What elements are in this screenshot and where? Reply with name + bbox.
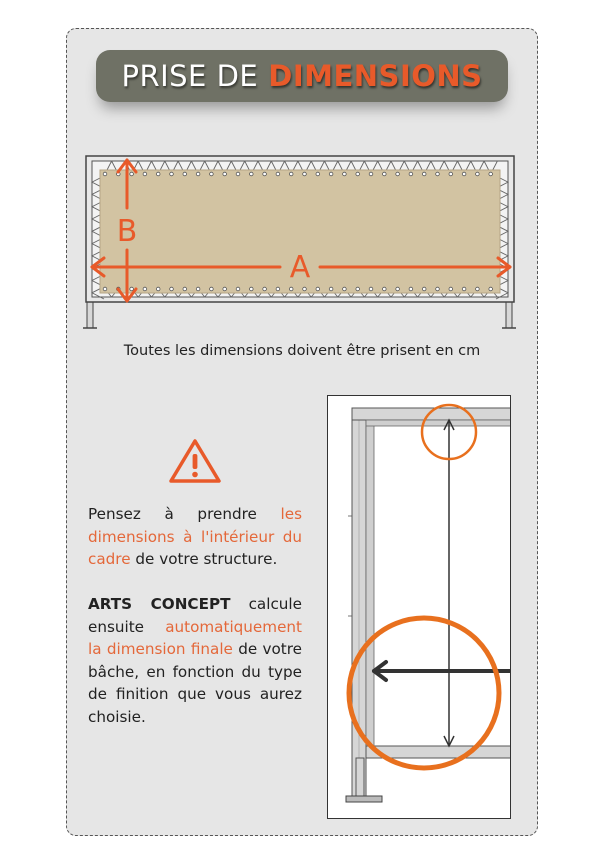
eyelet bbox=[329, 287, 333, 291]
eyelet bbox=[236, 172, 240, 176]
eyelet bbox=[276, 172, 280, 176]
eyelet bbox=[223, 287, 227, 291]
eyelet bbox=[210, 287, 214, 291]
eyelet bbox=[236, 287, 240, 291]
eyelet bbox=[196, 172, 200, 176]
eyelet bbox=[449, 287, 453, 291]
eyelet bbox=[250, 172, 254, 176]
note-highlight: les dimensions à l'intérieur du cadre bbox=[88, 505, 302, 568]
eyelet bbox=[143, 287, 147, 291]
eyelet bbox=[103, 172, 107, 176]
eyelet bbox=[289, 172, 293, 176]
note-text-start: Pensez à prendre bbox=[88, 505, 281, 523]
calc-text-start: calcule ensuite bbox=[88, 595, 302, 636]
eyelet bbox=[489, 172, 493, 176]
title-banner bbox=[96, 50, 508, 102]
eyelet bbox=[462, 287, 466, 291]
calc-text-end: de votre bâche, en fonction du type de finition que vous aurez choisie. bbox=[88, 640, 302, 726]
eyelet bbox=[183, 172, 187, 176]
eyelet bbox=[396, 172, 400, 176]
eyelet bbox=[276, 287, 280, 291]
eyelet bbox=[436, 172, 440, 176]
eyelet bbox=[449, 172, 453, 176]
eyelet bbox=[210, 172, 214, 176]
note-text-end: de votre structure. bbox=[130, 550, 278, 568]
inner-dimensions-note bbox=[88, 503, 302, 571]
eyelet bbox=[170, 172, 174, 176]
label-a: A bbox=[289, 250, 311, 285]
eyelet bbox=[396, 287, 400, 291]
eyelet bbox=[303, 287, 307, 291]
eyelet bbox=[303, 172, 307, 176]
vertical-measure-arrow bbox=[444, 420, 454, 746]
eyelet bbox=[289, 287, 293, 291]
eyelet bbox=[489, 287, 493, 291]
eyelet bbox=[383, 287, 387, 291]
eyelet bbox=[343, 172, 347, 176]
eyelet bbox=[476, 287, 480, 291]
eyelet bbox=[263, 287, 267, 291]
frame-dimension-diagram bbox=[80, 148, 520, 334]
eyelet bbox=[369, 172, 373, 176]
eyelet bbox=[103, 287, 107, 291]
eyelet bbox=[143, 172, 147, 176]
eyelet bbox=[130, 172, 134, 176]
eyelet bbox=[156, 172, 160, 176]
measurement-unit-note: Toutes les dimensions doivent être prisent en cm bbox=[123, 343, 481, 359]
automatic-calculation-note bbox=[88, 593, 302, 728]
eyelet bbox=[316, 172, 320, 176]
eyelet bbox=[343, 287, 347, 291]
calc-highlight: automatiquement la dimension finale bbox=[88, 617, 302, 658]
eyelet bbox=[422, 287, 426, 291]
eyelet bbox=[462, 172, 466, 176]
eyelet bbox=[409, 172, 413, 176]
eyelet bbox=[329, 172, 333, 176]
eyelet bbox=[409, 287, 413, 291]
eyelet bbox=[130, 287, 134, 291]
eyelet bbox=[250, 287, 254, 291]
eyelet bbox=[223, 172, 227, 176]
brand-name: ARTS CONCEPT bbox=[88, 595, 231, 613]
eyelet bbox=[316, 287, 320, 291]
frame-detail-illustration bbox=[327, 395, 511, 819]
eyelet bbox=[383, 172, 387, 176]
eyelet bbox=[476, 172, 480, 176]
title-part-1: PRISE DE bbox=[121, 59, 259, 93]
horizontal-measure-arrow bbox=[374, 662, 511, 680]
eyelet bbox=[196, 287, 200, 291]
eyelet bbox=[356, 287, 360, 291]
frame-corner-drawing bbox=[328, 396, 511, 819]
eyelet bbox=[183, 287, 187, 291]
eyelet bbox=[156, 287, 160, 291]
eyelet bbox=[436, 287, 440, 291]
eyelet bbox=[369, 287, 373, 291]
label-b: B bbox=[116, 214, 138, 249]
title-part-2: DIMENSIONS bbox=[268, 59, 483, 93]
eyelet bbox=[263, 172, 267, 176]
eyelet bbox=[356, 172, 360, 176]
eyelet bbox=[170, 287, 174, 291]
eyelet bbox=[422, 172, 426, 176]
warning-triangle-icon bbox=[168, 437, 222, 485]
